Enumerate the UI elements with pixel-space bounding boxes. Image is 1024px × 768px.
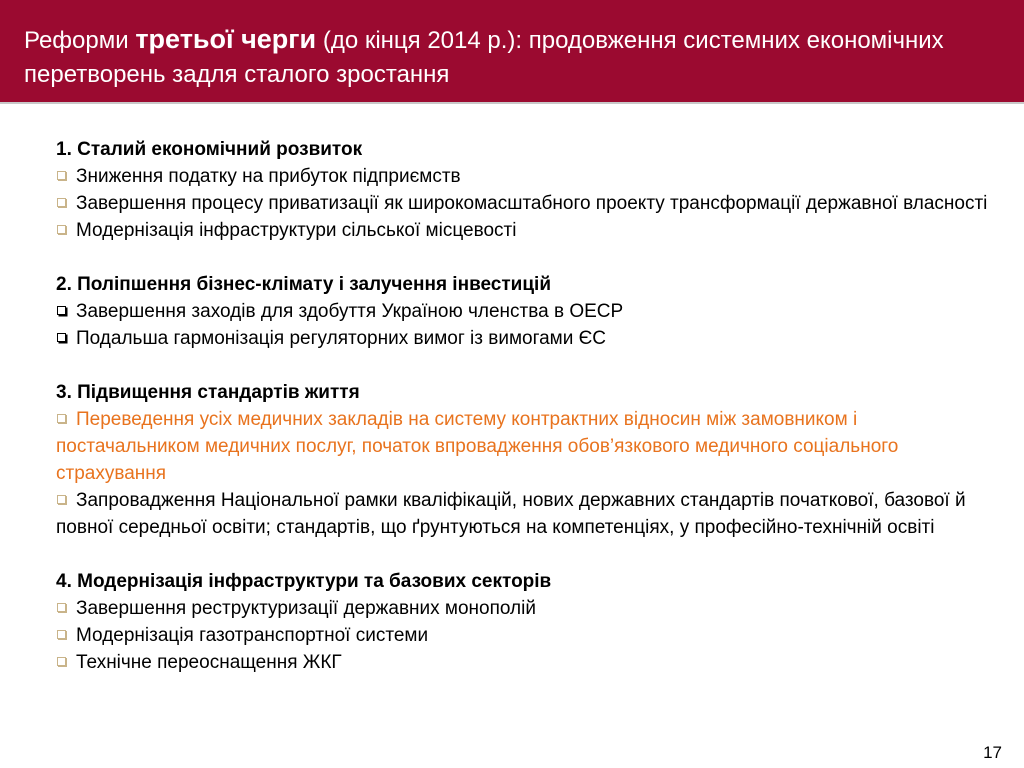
section-infrastructure <box>56 568 996 676</box>
section-title: 3. Підвищення стандартів життя <box>56 382 360 403</box>
checkbox-bullet-icon <box>57 630 66 639</box>
checkbox-bullet-icon <box>57 306 66 315</box>
list-item: Модернізація інфраструктури сільської місцевості <box>56 217 996 244</box>
list-item: Подальша гармонізація регуляторних вимог із вимогами ЄС <box>56 325 996 352</box>
checkbox-bullet-icon <box>57 603 66 612</box>
list-item: Модернізація газотранспортної системи <box>56 622 996 649</box>
slide-content <box>56 136 996 703</box>
list-item: Технічне переоснащення ЖКГ <box>56 649 996 676</box>
list-item: Запровадження Національної рамки кваліфікацій, нових державних стандартів початкової, базової й повної середньої освіти; стандартів, що ґрунтуються на компетенціях, у професійно-технічній освіті <box>56 490 966 538</box>
list-item-highlighted: Переведення усіх медичних закладів на систему контрактних відносин між замовником і постачальником медичних послуг, початок впровадження обов’язкового медичного соціального страхування <box>56 409 899 484</box>
list-item: Зниження податку на прибуток підприємств <box>56 163 996 190</box>
section-title: 2. Поліпшення бізнес-клімату і залучення інвестицій <box>56 274 552 295</box>
section-business-climate <box>56 271 996 352</box>
title-prefix: Реформи <box>24 27 136 54</box>
list-item: Завершення реструктуризації державних монополій <box>56 595 996 622</box>
list-item: Завершення заходів для здобуття Україною членства в ОЕСР <box>56 298 996 325</box>
checkbox-bullet-icon <box>57 495 66 504</box>
checkbox-bullet-icon <box>57 171 66 180</box>
slide-header <box>0 0 1024 102</box>
checkbox-bullet-icon <box>57 333 66 342</box>
list-item: Завершення процесу приватизації як широкомасштабного проекту трансформації державної власності <box>56 190 996 217</box>
checkbox-bullet-icon <box>57 225 66 234</box>
title-bold: третьої черги <box>135 24 317 54</box>
page-number: 17 <box>983 743 1002 762</box>
section-title: 1. Сталий економічний розвиток <box>56 139 363 160</box>
checkbox-bullet-icon <box>57 414 66 423</box>
header-divider <box>0 102 1024 104</box>
title-suffix: (до кінця 2014 р.): продовження системних економічних перетворень задля сталого зростання <box>24 27 944 88</box>
checkbox-bullet-icon <box>57 657 66 666</box>
checkbox-bullet-icon <box>57 198 66 207</box>
section-sustainable-development <box>56 136 996 244</box>
section-living-standards <box>56 379 996 541</box>
section-title: 4. Модернізація інфраструктури та базових секторів <box>56 571 552 592</box>
